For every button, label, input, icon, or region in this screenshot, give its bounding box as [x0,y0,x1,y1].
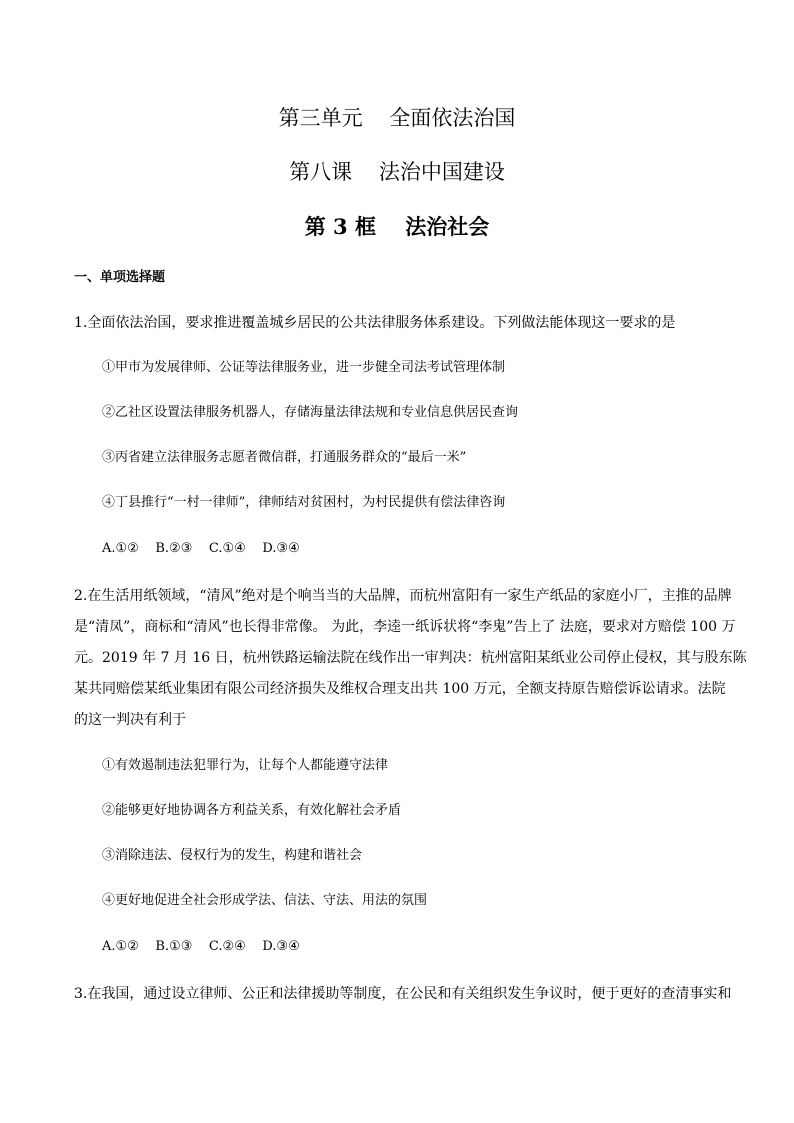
unit-title: 第三单元 全面依法治国 [278,106,516,130]
question-2-choices: A.①② B.①③ C.②④ D.③④ [102,939,300,954]
question-1-option-4: ④丁县推行“一村一律师”，律师结对贫困村，为村民提供有偿法律咨询 [102,495,506,510]
question-2-stem-line-5: 的这一判决有利于 [74,712,186,728]
question-1-option-1: ①甲市为发展律师、公证等法律服务业，进一步健全司法考试管理体制 [102,360,506,375]
lesson-title: 第八课 法治中国建设 [289,160,505,184]
question-3-stem: 3.在我国，通过设立律师、公正和法律援助等制度，在公民和有关组织发生争议时，便于更好的查清事实和 [74,986,732,1002]
question-1-stem: 1.全面依法治国，要求推进覆盖城乡居民的公共法律服务体系建设。下列做法能体现这一要求的是 [74,315,676,331]
question-2-option-4: ④更好地促进全社会形成学法、信法、守法、用法的氛围 [102,893,428,908]
question-2-stem-line-2: 是“清凤”，商标和“清风”也长得非常像。 为此，李逵一纸诉状将“李鬼”告上了 法庭，要求对方赔偿 100 万 [74,619,736,635]
question-1-option-2: ②乙社区设置法律服务机器人，存储海量法律法规和专业信息供居民查询 [102,405,519,420]
question-2-option-1: ①有效遏制违法犯罪行为，让每个人都能遵守法律 [102,758,389,773]
question-2-stem-line-4: 某共同赔偿某纸业集团有限公司经济损失及维权合理支出共 100 万元，全额支持原告赔偿诉讼请求。法院 [74,681,726,697]
question-2-option-3: ③消除违法、侵权行为的发生，构建和谐社会 [102,848,363,863]
section-title: 第 3 框 法治社会 [304,214,490,239]
question-2-stem-line-3: 元。2019 年 7 月 16 日，杭州铁路运输法院在线作出一审判决：杭州富阳某纸业公司停止侵权，其与股东陈 [74,650,747,666]
question-2-option-2: ②能够更好地协调各方利益关系，有效化解社会矛盾 [102,803,402,818]
question-1-option-3: ③丙省建立法律服务志愿者微信群，打通服务群众的“最后一米” [102,450,467,465]
question-2-stem-line-1: 2.在生活用纸领域，“清风”绝对是个响当当的大品牌，而杭州富阳有一家生产纸品的家庭小厂，主推的品牌 [74,588,732,604]
section-heading: 一、单项选择题 [74,270,166,285]
question-1-choices: A.①② B.②③ C.①④ D.③④ [102,541,300,556]
